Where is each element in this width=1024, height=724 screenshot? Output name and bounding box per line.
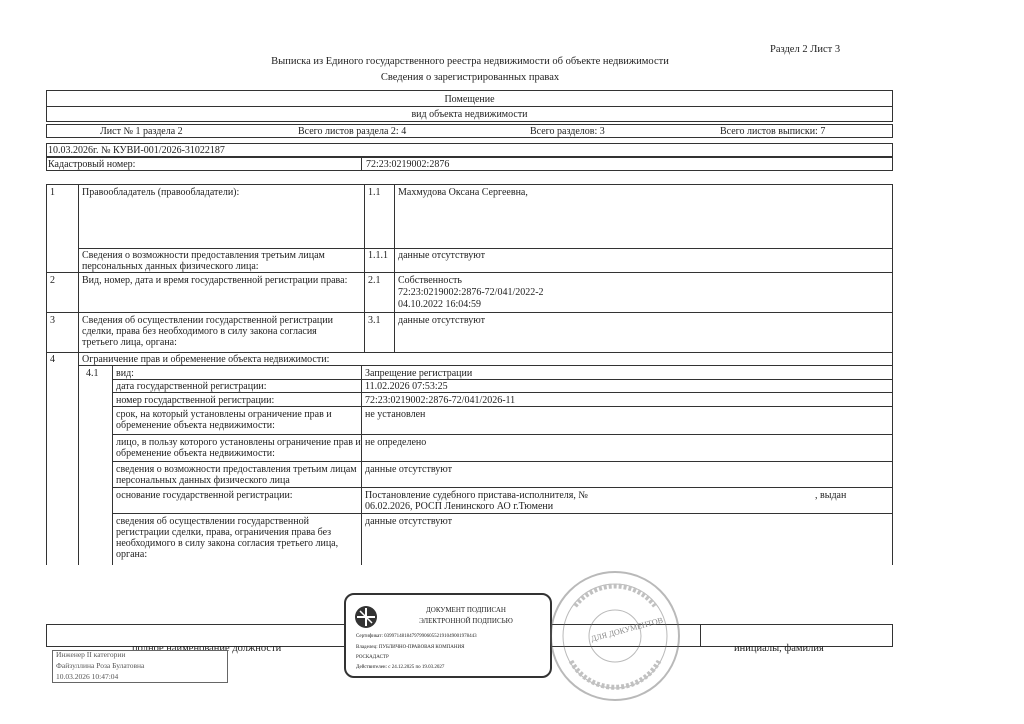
- enc-label: дата государственной регистрации:: [116, 381, 267, 392]
- cadastral-label: Кадастровый номер:: [48, 159, 136, 170]
- cadastral-number: 72:23:0219002:2876: [366, 159, 450, 170]
- total-sheets-section: Всего листов раздела 2: 4: [298, 126, 407, 137]
- row1-subnumber: 1.1: [368, 187, 381, 198]
- digital-signature-subtitle: ЭЛЕКТРОННОЙ ПОДПИСЬЮ: [419, 617, 513, 625]
- row3-subnumber: 3.1: [368, 315, 381, 326]
- initials-label: инициалы, фамилия: [734, 643, 824, 654]
- total-sections: Всего разделов: 3: [530, 126, 605, 137]
- enc-value: не определено: [365, 437, 427, 448]
- enc-value: 11.02.2026 07:53:25: [365, 381, 448, 392]
- row2-label: Вид, номер, дата и время государственной регистрации права:: [82, 275, 348, 286]
- row4-label: Ограничение прав и обременение объекта недвижимости:: [82, 354, 330, 365]
- enc-label: основание государственной регистрации:: [116, 490, 293, 501]
- emblem-icon: [354, 605, 378, 629]
- total-sheets-extract: Всего листов выписки: 7: [720, 126, 826, 137]
- digital-signature-title: ДОКУМЕНТ ПОДПИСАН: [426, 606, 506, 614]
- row3-label: Сведения об осуществлении государственной регистрации сделки, права без необходимого в силу закона согласия третьего лица, органа:: [82, 315, 333, 348]
- signer-position: Инженер II категории: [56, 650, 126, 659]
- row1b-label: Сведения о возможности предоставления третьим лицам персональных данных физического лица:: [82, 250, 325, 272]
- certificate-validity: Действителен: с 24.12.2025 по 19.03.2027: [356, 665, 445, 670]
- row2-number: 2: [50, 275, 55, 286]
- stamp-label: ДЛЯ ДОКУМЕНТОВ: [590, 615, 664, 644]
- owner-name: Махмудова Оксана Сергеевна,: [398, 187, 528, 198]
- doc-ref: 10.03.2026г. № КУВИ-001/2026-31022187: [48, 145, 225, 156]
- digital-signature-box: [344, 593, 552, 678]
- enc-value-line2: 06.02.2026, РОСП Ленинского АО г.Тюмени: [365, 501, 554, 512]
- enc-label: номер государственной регистрации:: [116, 395, 275, 406]
- enc-value: Постановление судебного пристава-исполнителя, №: [365, 490, 588, 501]
- row3-number: 3: [50, 315, 55, 326]
- enc-label: сведения об осуществлении государственной регистрации сделки, права, ограничения права без необходимого в силу закона согласия третьего лица, органа:: [116, 516, 339, 560]
- certificate-owner: Владелец: ПУБЛИЧНО-ПРАВОВАЯ КОМПАНИЯ: [356, 645, 465, 650]
- object-kind-label: вид объекта недвижимости: [411, 109, 528, 120]
- section-sheet: Раздел 2 Лист 3: [770, 44, 841, 55]
- enc-value: 72:23:0219002:2876-72/041/2026-11: [365, 395, 516, 406]
- enc-label: вид:: [116, 368, 134, 379]
- signer-datetime: 10.03.2026 10:47:04: [56, 672, 119, 681]
- row1b-value: данные отсутствуют: [398, 250, 485, 261]
- certificate-number: Сертификат: 0399714818479799060552191049001978443: [356, 634, 477, 639]
- enc-value: данные отсутствуют: [365, 516, 452, 527]
- sheet-number: Лист № 1 раздела 2: [100, 126, 183, 137]
- row1b-subnumber: 1.1.1: [368, 250, 388, 261]
- enc-value: Запрещение регистрации: [365, 368, 473, 379]
- row1-number: 1: [50, 187, 55, 198]
- right-type: Собственность: [398, 275, 462, 286]
- enc-label: сведения о возможности предоставления третьим лицам персональных данных физического лица: [116, 464, 357, 486]
- enc-label: срок, на который установлены ограничение прав и обременение объекта недвижимости:: [116, 409, 332, 431]
- cadastral-row: [46, 157, 893, 171]
- certificate-owner-name: РОСКАДАСТР: [356, 655, 389, 660]
- document-title: Выписка из Единого государственного реестра недвижимости об объекте недвижимости: [271, 56, 669, 67]
- row4-number: 4: [50, 354, 55, 365]
- enc-value: не установлен: [365, 409, 426, 420]
- row1-label: Правообладатель (правообладатели):: [82, 187, 240, 198]
- right-registration-number: 72:23:0219002:2876-72/041/2022-2: [398, 287, 544, 298]
- document-subtitle: Сведения о зарегистрированных правах: [380, 72, 560, 83]
- position-label: полное наименование должности: [132, 643, 282, 654]
- row4-subnumber: 4.1: [86, 368, 99, 379]
- signer-name: Файзуллина Роза Булатовна: [56, 661, 145, 670]
- row3-value: данные отсутствуют: [398, 315, 485, 326]
- right-registration-date: 04.10.2022 16:04:59: [398, 299, 482, 310]
- object-name: Помещение: [444, 94, 495, 105]
- enc-value-tail: , выдан: [815, 490, 847, 501]
- enc-value: данные отсутствуют: [365, 464, 452, 475]
- enc-label: лицо, в пользу которого установлены ограничение прав и обременение объекта недвижимости:: [116, 437, 361, 459]
- row2-subnumber: 2.1: [368, 275, 381, 286]
